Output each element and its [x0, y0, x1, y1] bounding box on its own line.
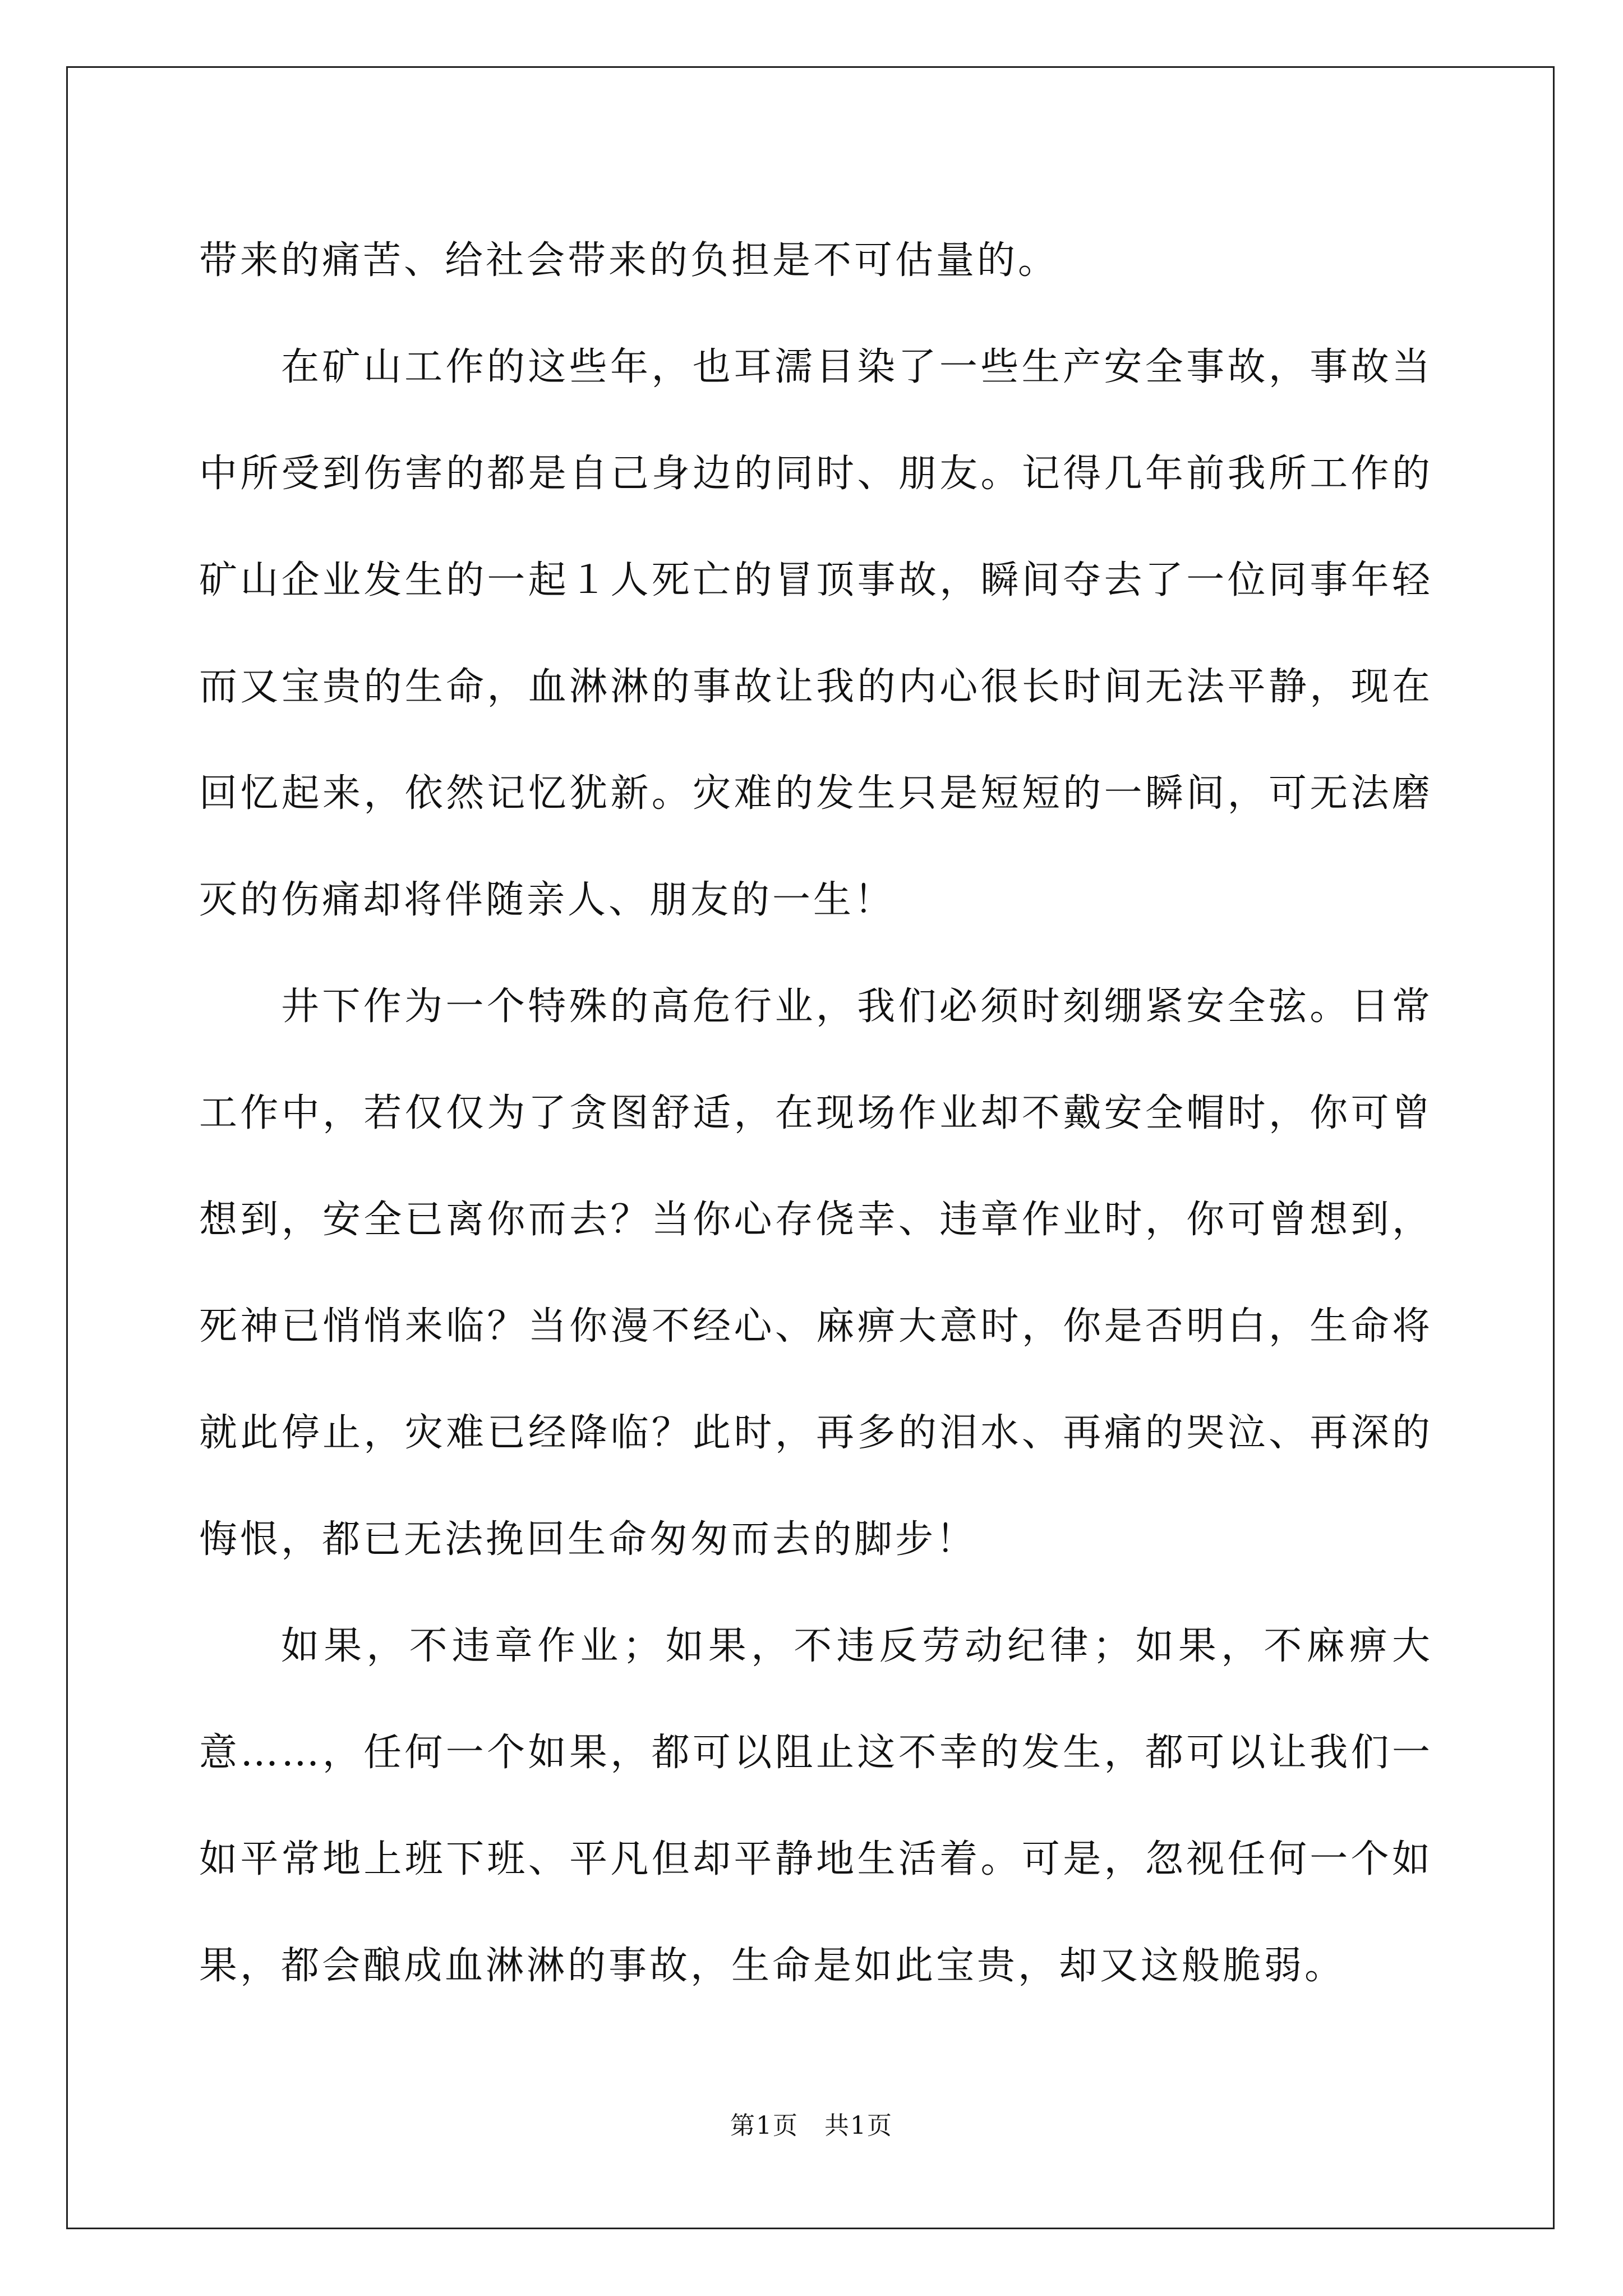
- paragraph-2: 在矿山工作的这些年，也耳濡目染了一些生产安全事故，事故当中所受到伤害的都是自己身边的同时、朋友。记得几年前我所工作的矿山企业发生的一起１人死亡的冒顶事故，瞬间夺去了一位同事年轻而又宝贵的生命，血淋淋的事故让我的内心很长时间无法平静，现在回忆起来，依然记忆犹新。灾难的发生只是短短的一瞬间，可无法磨灭的伤痛却将伴随亲人、朋友的一生！: [199, 345, 1433, 922]
- paragraph-3: 井下作为一个特殊的高危行业，我们必须时刻绷紧安全弦。日常工作中，若仅仅为了贪图舒适，在现场作业却不戴安全帽时，你可曾想到，安全已离你而去？当你心存侥幸、违章作业时，你可曾想到，死神已悄悄来临？当你漫不经心、麻痹大意时，你是否明白，生命将就此停止，灾难已经降临？此时，再多的泪水、再痛的哭泣、再深的悔恨，都已无法挽回生命匆匆而去的脚步！: [199, 984, 1433, 1562]
- paragraph-4: 如果，不违章作业；如果，不违反劳动纪律；如果，不麻痹大意……，任何一个如果，都可以阻止这不幸的发生，都可以让我们一如平常地上班下班、平凡但却平静地生活着。可是，忽视任何一个如果，都会酿成血淋淋的事故，生命是如此宝贵，却又这般脆弱。: [199, 1624, 1433, 1988]
- page-number-footer: 第1页 共1页: [730, 2111, 893, 2140]
- paragraph-1: 带来的痛苦、给社会带来的负担是不可估量的。: [199, 238, 1059, 283]
- document-body: [199, 208, 1433, 2019]
